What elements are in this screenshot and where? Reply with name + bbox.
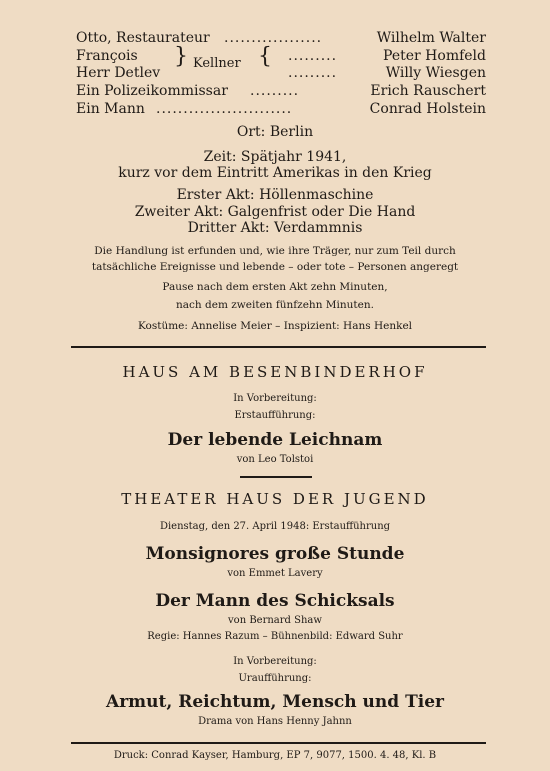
cast-dots: .........	[288, 65, 338, 81]
cast-actor: Wilhelm Walter	[376, 30, 486, 46]
cast-dots: ..................	[224, 30, 323, 46]
play-title: Monsignores große Stunde	[145, 544, 405, 564]
divider	[71, 742, 486, 744]
cast-role: Ein Polizeikommissar	[76, 83, 228, 99]
play-author: Drama von Hans Henny Jahnn	[198, 716, 352, 727]
announcement-line: In Vorbereitung:	[233, 656, 317, 667]
announcement-line: In Vorbereitung:	[233, 393, 317, 404]
short-divider	[240, 476, 312, 478]
play-title: Armut, Reichtum, Mensch und Tier	[106, 692, 444, 712]
cast-actor: Erich Rauschert	[370, 83, 486, 99]
cast-actor: Willy Wiesgen	[385, 65, 486, 81]
announcement-line-2: Erstaufführung:	[234, 410, 316, 421]
play-title: Der Mann des Schicksals	[155, 591, 395, 611]
cast-actor: Conrad Holstein	[369, 101, 486, 117]
time-line-2: kurz vor dem Eintritt Amerikas in den Krieg	[118, 165, 432, 181]
cast-dots: .........	[288, 48, 338, 64]
cast-role: Herr Detlev	[76, 65, 161, 81]
cast-row	[76, 83, 486, 100]
cast-dots: .........	[250, 83, 300, 99]
cast-role: Otto, Restaurateur	[76, 30, 210, 46]
credits-line: Kostüme: Annelise Meier – Inspizient: Hans Henkel	[137, 320, 413, 332]
play-author: von Bernard Shaw	[228, 615, 322, 626]
play-title: Der lebende Leichnam	[167, 430, 383, 450]
cast-row	[76, 101, 486, 118]
cast-actor: Peter Homfeld	[383, 48, 486, 64]
cast-row	[76, 30, 486, 47]
play-author: von Emmet Lavery	[227, 568, 323, 579]
act-line: Erster Akt: Höllenmaschine	[176, 187, 374, 203]
cast-role: Ein Mann	[76, 101, 145, 117]
kellner-label: Kellner	[193, 56, 241, 71]
note-line-2: tatsächliche Ereignisse und lebende – oder tote – Personen angeregt	[91, 261, 459, 273]
divider	[71, 346, 486, 348]
pause-line: Pause nach dem ersten Akt zehn Minuten,	[162, 281, 388, 293]
act-line: Zweiter Akt: Galgenfrist oder Die Hand	[134, 204, 416, 220]
left-brace: }	[174, 44, 188, 69]
announcement-line-2: Uraufführung:	[238, 673, 312, 684]
direction-line: Regie: Hannes Razum – Bühnenbild: Edward Suhr	[147, 631, 403, 642]
pause-line-2: nach dem zweiten fünfzehn Minuten.	[176, 299, 374, 311]
section-heading: THEATER HAUS DER JUGEND	[121, 490, 429, 508]
cast-dots: .........................	[156, 101, 293, 117]
printer-line: Druck: Conrad Kayser, Hamburg, EP 7, 9077, 1500. 4. 48, Kl. B	[113, 750, 437, 761]
place-line: Ort: Berlin	[236, 124, 314, 140]
time-line: Zeit: Spätjahr 1941,	[203, 149, 347, 165]
play-author: von Leo Tolstoi	[236, 454, 314, 465]
right-brace: {	[258, 44, 272, 69]
cast-row	[76, 48, 486, 65]
cast-row	[76, 65, 486, 82]
date-line: Dienstag, den 27. April 1948: Erstaufführung	[159, 521, 391, 532]
cast-role: François	[76, 48, 138, 64]
act-line: Dritter Akt: Verdammnis	[187, 220, 363, 236]
section-heading: HAUS AM BESENBINDERHOF	[122, 363, 428, 381]
note-line: Die Handlung ist erfunden und, wie ihre Träger, nur zum Teil durch	[94, 245, 456, 257]
